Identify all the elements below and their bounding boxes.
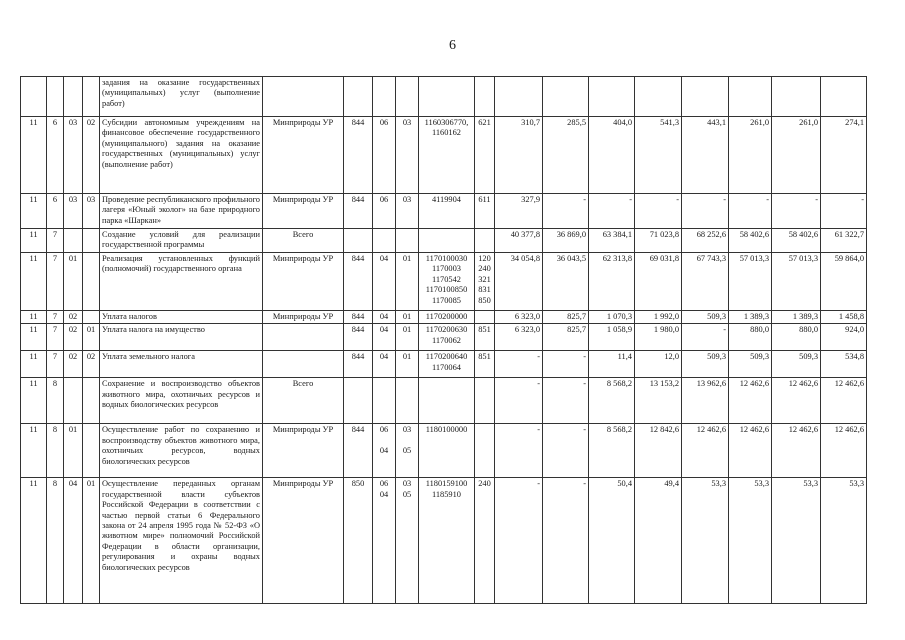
description-cell: Уплата налогов	[100, 311, 263, 324]
value-cell: 13 153,2	[635, 378, 682, 424]
value-cell: 12 462,6	[821, 378, 867, 424]
pp-code-cell: 8	[47, 378, 64, 424]
value-cell: 57 013,3	[729, 253, 772, 311]
value-cell: 825,7	[543, 324, 589, 351]
value-cell: -	[543, 378, 589, 424]
value-cell: 36 043,5	[543, 253, 589, 311]
responsible-cell	[263, 77, 344, 117]
m-code-cell	[83, 229, 100, 253]
value-cell: 825,7	[543, 311, 589, 324]
gp-code-cell: 11	[21, 311, 47, 324]
value-cell: 62 313,8	[589, 253, 635, 311]
vr-cell: 120 240 321 831 850	[475, 253, 495, 311]
value-cell: 509,3	[682, 351, 729, 378]
value-cell: 261,0	[729, 117, 772, 194]
grbs-cell: 844	[344, 424, 373, 478]
grbs-cell	[344, 77, 373, 117]
value-cell: 61 322,7	[821, 229, 867, 253]
description-cell: Уплата налога на имущество	[100, 324, 263, 351]
om-code-cell: 01	[64, 253, 83, 311]
gp-code-cell: 11	[21, 351, 47, 378]
vr-cell: 851	[475, 324, 495, 351]
cs-cell	[419, 77, 475, 117]
grbs-cell: 844	[344, 253, 373, 311]
table-row	[21, 351, 867, 378]
value-cell	[589, 77, 635, 117]
responsible-cell: Минприроды УР	[263, 478, 344, 604]
table-row	[21, 117, 867, 194]
om-code-cell: 01	[64, 424, 83, 478]
grbs-cell: 850	[344, 478, 373, 604]
pr-cell: 03 05	[396, 478, 419, 604]
om-code-cell	[64, 229, 83, 253]
pp-code-cell: 7	[47, 229, 64, 253]
cs-cell: 1180100000	[419, 424, 475, 478]
gp-code-cell: 11	[21, 229, 47, 253]
value-cell: 57 013,3	[772, 253, 821, 311]
value-cell: 53,3	[772, 478, 821, 604]
value-cell: 12,0	[635, 351, 682, 378]
value-cell: 59 864,0	[821, 253, 867, 311]
m-code-cell	[83, 424, 100, 478]
grbs-cell: 844	[344, 324, 373, 351]
value-cell: 49,4	[635, 478, 682, 604]
value-cell: -	[543, 194, 589, 229]
value-cell: 274,1	[821, 117, 867, 194]
value-cell	[635, 77, 682, 117]
vr-cell	[475, 378, 495, 424]
value-cell: 34 054,8	[495, 253, 543, 311]
value-cell: 67 743,3	[682, 253, 729, 311]
description-cell: Осуществление работ по сохранению и воспроизводству объектов животного мира, охотничьих ресурсов, водных биологических ресурсов	[100, 424, 263, 478]
om-code-cell: 02	[64, 311, 83, 324]
value-cell: 53,3	[729, 478, 772, 604]
responsible-cell: Минприроды УР	[263, 311, 344, 324]
pp-code-cell: 7	[47, 324, 64, 351]
gp-code-cell: 11	[21, 378, 47, 424]
pp-code-cell: 6	[47, 194, 64, 229]
description-cell: Субсидии автономным учреждениям на финансовое обеспечение государственного (муниципального) задания на оказание государственных (муниципальных) услуг (выполнение работ)	[100, 117, 263, 194]
table-row	[21, 77, 867, 117]
om-code-cell: 04	[64, 478, 83, 604]
value-cell: -	[635, 194, 682, 229]
description-cell: Сохранение и воспроизводство объектов животного мира, охотничьих ресурсов и водных биологических ресурсов	[100, 378, 263, 424]
value-cell: 534,8	[821, 351, 867, 378]
value-cell: 1 458,8	[821, 311, 867, 324]
value-cell: 12 462,6	[682, 424, 729, 478]
grbs-cell: 844	[344, 194, 373, 229]
responsible-cell: Всего	[263, 229, 344, 253]
pp-code-cell: 6	[47, 117, 64, 194]
value-cell: 541,3	[635, 117, 682, 194]
value-cell	[682, 77, 729, 117]
table-row	[21, 378, 867, 424]
value-cell: 71 023,8	[635, 229, 682, 253]
rz-cell: 06 04	[373, 424, 396, 478]
gp-code-cell	[21, 77, 47, 117]
value-cell: -	[495, 478, 543, 604]
responsible-cell: Минприроды УР	[263, 253, 344, 311]
value-cell: -	[543, 351, 589, 378]
m-code-cell: 02	[83, 351, 100, 378]
value-cell: -	[495, 351, 543, 378]
rz-cell: 06	[373, 194, 396, 229]
value-cell: 310,7	[495, 117, 543, 194]
responsible-cell	[263, 324, 344, 351]
responsible-cell: Всего	[263, 378, 344, 424]
m-code-cell: 01	[83, 324, 100, 351]
value-cell: 327,9	[495, 194, 543, 229]
pr-cell: 01	[396, 351, 419, 378]
value-cell: 1 389,3	[729, 311, 772, 324]
value-cell: -	[543, 478, 589, 604]
vr-cell: 621	[475, 117, 495, 194]
value-cell: 12 842,6	[635, 424, 682, 478]
value-cell: 68 252,6	[682, 229, 729, 253]
responsible-cell: Минприроды УР	[263, 194, 344, 229]
value-cell: 1 070,3	[589, 311, 635, 324]
rz-cell: 04	[373, 351, 396, 378]
cs-cell: 1170100030 1170003 1170542 1170100850 1170085	[419, 253, 475, 311]
value-cell: 13 962,6	[682, 378, 729, 424]
m-code-cell: 03	[83, 194, 100, 229]
rz-cell: 04	[373, 324, 396, 351]
pp-code-cell: 8	[47, 424, 64, 478]
pp-code-cell: 7	[47, 351, 64, 378]
pp-code-cell: 7	[47, 311, 64, 324]
om-code-cell	[64, 378, 83, 424]
description-cell: задания на оказание государственных (муниципальных) услуг (выполнение работ)	[100, 77, 263, 117]
table-row	[21, 253, 867, 311]
value-cell: 1 992,0	[635, 311, 682, 324]
rz-cell: 04	[373, 253, 396, 311]
cs-cell: 4119904	[419, 194, 475, 229]
value-cell: 509,3	[729, 351, 772, 378]
value-cell: 880,0	[772, 324, 821, 351]
value-cell: 509,3	[682, 311, 729, 324]
vr-cell: 611	[475, 194, 495, 229]
grbs-cell: 844	[344, 351, 373, 378]
value-cell: 12 462,6	[821, 424, 867, 478]
grbs-cell	[344, 378, 373, 424]
cs-cell	[419, 378, 475, 424]
vr-cell	[475, 424, 495, 478]
om-code-cell: 03	[64, 117, 83, 194]
description-cell: Реализация установленных функций (полномочий) государственного органа	[100, 253, 263, 311]
value-cell	[543, 77, 589, 117]
rz-cell	[373, 229, 396, 253]
value-cell: 1 389,3	[772, 311, 821, 324]
responsible-cell: Минприроды УР	[263, 117, 344, 194]
description-cell: Проведение республиканского профильного лагеря «Юный эколог» на базе природного парка «Шаркан»	[100, 194, 263, 229]
m-code-cell	[83, 378, 100, 424]
description-cell: Уплата земельного налога	[100, 351, 263, 378]
value-cell: 8 568,2	[589, 378, 635, 424]
cs-cell: 1160306770, 1160162	[419, 117, 475, 194]
budget-table	[20, 76, 867, 604]
description-cell: Создание условий для реализации государственной программы	[100, 229, 263, 253]
value-cell: 6 323,0	[495, 311, 543, 324]
value-cell: 40 377,8	[495, 229, 543, 253]
vr-cell: 240	[475, 478, 495, 604]
gp-code-cell: 11	[21, 424, 47, 478]
value-cell: 58 402,6	[772, 229, 821, 253]
gp-code-cell: 11	[21, 194, 47, 229]
value-cell: 12 462,6	[729, 424, 772, 478]
om-code-cell	[64, 77, 83, 117]
pr-cell: 01	[396, 253, 419, 311]
value-cell: 36 869,0	[543, 229, 589, 253]
value-cell	[772, 77, 821, 117]
table-row	[21, 311, 867, 324]
cs-cell: 1170200640 1170064	[419, 351, 475, 378]
value-cell: 53,3	[821, 478, 867, 604]
responsible-cell	[263, 351, 344, 378]
value-cell: 443,1	[682, 117, 729, 194]
value-cell: 11,4	[589, 351, 635, 378]
responsible-cell: Минприроды УР	[263, 424, 344, 478]
table-row	[21, 424, 867, 478]
m-code-cell: 02	[83, 117, 100, 194]
value-cell: -	[772, 194, 821, 229]
pr-cell: 01	[396, 324, 419, 351]
value-cell: 1 058,9	[589, 324, 635, 351]
value-cell: 12 462,6	[772, 378, 821, 424]
value-cell	[495, 77, 543, 117]
rz-cell: 06	[373, 117, 396, 194]
value-cell: -	[495, 378, 543, 424]
pp-code-cell: 7	[47, 253, 64, 311]
vr-cell	[475, 311, 495, 324]
pr-cell	[396, 229, 419, 253]
value-cell: -	[589, 194, 635, 229]
pp-code-cell: 8	[47, 478, 64, 604]
grbs-cell: 844	[344, 117, 373, 194]
value-cell: 924,0	[821, 324, 867, 351]
vr-cell	[475, 229, 495, 253]
table-row	[21, 478, 867, 604]
value-cell: 261,0	[772, 117, 821, 194]
value-cell: -	[682, 324, 729, 351]
pr-cell	[396, 378, 419, 424]
cs-cell: 1170200000	[419, 311, 475, 324]
value-cell: 6 323,0	[495, 324, 543, 351]
rz-cell	[373, 77, 396, 117]
pr-cell: 03	[396, 194, 419, 229]
value-cell: 50,4	[589, 478, 635, 604]
value-cell: 8 568,2	[589, 424, 635, 478]
value-cell: 509,3	[772, 351, 821, 378]
om-code-cell: 02	[64, 324, 83, 351]
rz-cell	[373, 378, 396, 424]
vr-cell	[475, 77, 495, 117]
om-code-cell: 02	[64, 351, 83, 378]
value-cell	[729, 77, 772, 117]
value-cell	[821, 77, 867, 117]
table-row	[21, 229, 867, 253]
cs-cell: 1180159100 1185910	[419, 478, 475, 604]
cs-cell	[419, 229, 475, 253]
value-cell: -	[729, 194, 772, 229]
table-row	[21, 324, 867, 351]
cs-cell: 1170200630 1170062	[419, 324, 475, 351]
value-cell: 1 980,0	[635, 324, 682, 351]
value-cell: 63 384,1	[589, 229, 635, 253]
page-number: 6	[449, 38, 456, 53]
gp-code-cell: 11	[21, 478, 47, 604]
pr-cell: 03	[396, 117, 419, 194]
gp-code-cell: 11	[21, 324, 47, 351]
value-cell: 12 462,6	[729, 378, 772, 424]
value-cell: 880,0	[729, 324, 772, 351]
pr-cell	[396, 77, 419, 117]
pp-code-cell	[47, 77, 64, 117]
value-cell: 12 462,6	[772, 424, 821, 478]
value-cell: 53,3	[682, 478, 729, 604]
value-cell: 69 031,8	[635, 253, 682, 311]
rz-cell: 04	[373, 311, 396, 324]
value-cell: -	[543, 424, 589, 478]
m-code-cell	[83, 253, 100, 311]
grbs-cell: 844	[344, 311, 373, 324]
value-cell: -	[495, 424, 543, 478]
value-cell: 404,0	[589, 117, 635, 194]
pr-cell: 03 05	[396, 424, 419, 478]
grbs-cell	[344, 229, 373, 253]
m-code-cell	[83, 311, 100, 324]
value-cell: -	[682, 194, 729, 229]
rz-cell: 06 04	[373, 478, 396, 604]
gp-code-cell: 11	[21, 117, 47, 194]
gp-code-cell: 11	[21, 253, 47, 311]
vr-cell: 851	[475, 351, 495, 378]
pr-cell: 01	[396, 311, 419, 324]
m-code-cell	[83, 77, 100, 117]
value-cell: -	[821, 194, 867, 229]
table-row	[21, 194, 867, 229]
description-cell: Осуществление переданных органам государственной власти субъектов Российской Федерации в соответствии с частью первой статьи 6 Федерального закона от 24 апреля 1995 года № 52-ФЗ «О животном мире» полномочий Российской Федерации в области организации, регулирования и охраны водных биологических ресурсов	[100, 478, 263, 604]
om-code-cell: 03	[64, 194, 83, 229]
value-cell: 58 402,6	[729, 229, 772, 253]
value-cell: 285,5	[543, 117, 589, 194]
m-code-cell: 01	[83, 478, 100, 604]
